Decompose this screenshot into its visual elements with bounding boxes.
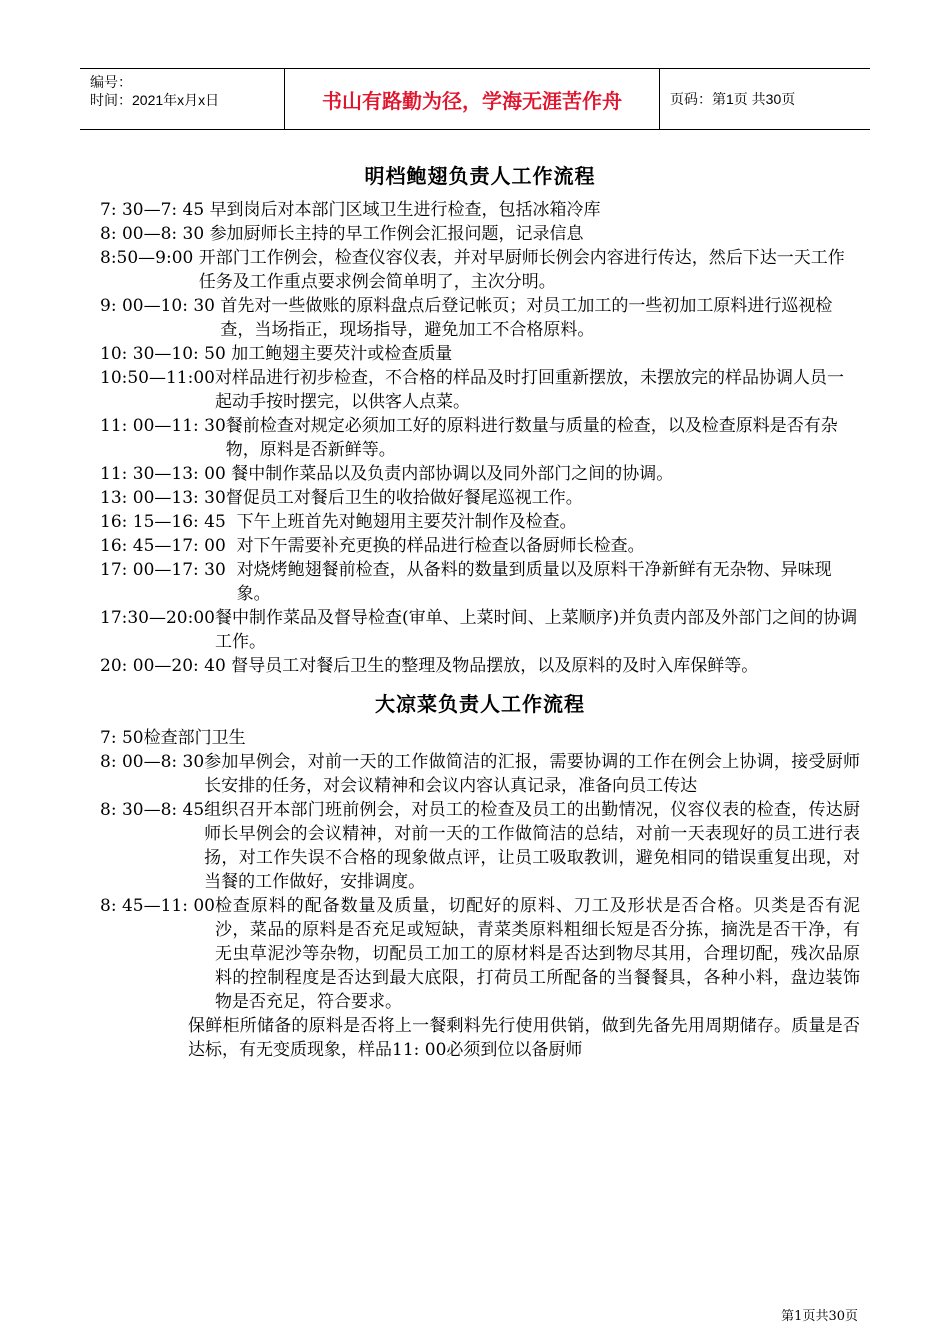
schedule-item — [100, 750, 860, 798]
schedule-text: 对下午需要补充更换的样品进行检查以备厨师长检查。 — [236, 536, 645, 556]
schedule-item — [100, 606, 860, 654]
schedule-item — [100, 726, 860, 750]
schedule-time: 7: 50 — [100, 728, 144, 748]
schedule-time: 16: 15—16: 45 — [100, 512, 237, 532]
schedule-item — [100, 366, 860, 414]
schedule-time: 8: 00—8: 30 — [100, 224, 210, 244]
schedule-item — [100, 894, 860, 1014]
header-page-label: 页码：第1页 共30页 — [670, 91, 796, 107]
schedule-time: 13: 00—13: 30 — [100, 488, 226, 508]
schedule-text: 参加厨师长主持的早工作例会汇报问题，记录信息 — [209, 224, 584, 244]
schedule-text: 参加早例会，对前一天的工作做简洁的汇报，需要协调的工作在例会上协调，接受厨师长安排的任务，对会议精神和会议内容认真记录，准备向员工传达 — [204, 752, 860, 796]
schedule-time: 8:50—9:00 — [100, 248, 199, 268]
schedule-time: 16: 45—17: 00 — [100, 536, 237, 556]
schedule-time: 9: 00—10: 30 — [100, 296, 221, 316]
schedule-item — [100, 462, 860, 486]
schedule-item — [100, 222, 860, 246]
schedule-text: 餐中制作菜品以及负责内部协调以及同外部门之间的协调。 — [231, 464, 674, 484]
continuation-paragraph: 保鲜柜所储备的原料是否将上一餐剩料先行使用供销，做到先备先用周期储存。质量是否达标，有无变质现象，样品11: 00必须到位以备厨师 — [188, 1016, 860, 1060]
document-body — [100, 160, 860, 1062]
schedule-text: 检查部门卫生 — [143, 728, 246, 748]
schedule-item — [100, 246, 860, 294]
header-motto: 书山有路勤为径，学海无涯苦作舟 — [285, 69, 660, 129]
schedule-time: 10:50—11:00 — [100, 368, 215, 388]
page-footer: 第1页共30页 — [781, 1309, 858, 1324]
schedule-time: 10: 30—10: 50 — [100, 344, 232, 364]
schedule-text: 餐中制作菜品及督导检查(审单、上菜时间、上菜顺序)并负责内部及外部门之间的协调工作。 — [214, 608, 858, 652]
time-label: 时间：2021年x月x日 — [90, 92, 220, 108]
schedule-item — [100, 534, 860, 558]
schedule-item — [100, 510, 860, 534]
schedule-time: 20: 00—20: 40 — [100, 656, 232, 676]
number-label: 编号： — [90, 74, 132, 90]
schedule-text: 对烧烤鲍翅餐前检查，从备料的数量到质量以及原料干净新鲜有无杂物、异味现象。 — [236, 560, 832, 604]
schedule-time: 17:30—20:00 — [100, 608, 215, 628]
schedule-time: 8: 00—8: 30 — [100, 752, 205, 772]
schedule-item — [100, 654, 860, 678]
schedule-item — [100, 294, 860, 342]
header-table — [80, 68, 870, 130]
schedule-item — [100, 414, 860, 462]
schedule-text: 首先对一些做账的原料盘点后登记帐页；对员工加工的一些初加工原料进行巡视检查，当场指正，现场指导，避免加工不合格原料。 — [220, 296, 833, 340]
schedule-item — [100, 342, 860, 366]
schedule-time: 8: 45—11: 00 — [100, 896, 215, 916]
schedule-text: 组织召开本部门班前例会，对员工的检查及员工的出勤情况，仪容仪表的检查，传达厨师长早例会的会议精神，对前一天的工作做简洁的总结，对前一天表现好的员工进行表扬，对工作失误不合格的现象做点评，让员工吸取教训，避免相同的错误重复出现，对当餐的工作做好，安排调度。 — [204, 800, 860, 892]
schedule-item — [100, 798, 860, 894]
schedule-item — [100, 486, 860, 510]
schedule-time: 11: 30—13: 00 — [100, 464, 232, 484]
schedule-time: 8: 30—8: 45 — [100, 800, 205, 820]
schedule-item — [100, 198, 860, 222]
schedule-text: 早到岗后对本部门区域卫生进行检查，包括冰箱冷库 — [209, 200, 601, 220]
schedule-text: 检查原料的配备数量及质量，切配好的原料、刀工及形状是否合格。贝类是否有泥沙，菜品的原料是否充足或短缺，青菜类原料粗细长短是否分拣，摘洗是否干净，有无虫草泥沙等杂物，切配员工加工的原材料是否达到物尽其用，合理切配，残次品原料的控制程度是否达到最大底限，打荷员工所配备的当餐餐具，各种小料，盘边装饰物是否充足，符合要求。 — [214, 896, 860, 1012]
schedule-time: 7: 30—7: 45 — [100, 200, 210, 220]
schedule-text: 对样品进行初步检查，不合格的样品及时打回重新摆放，未摆放完的样品协调人员一起动手按时摆完，以供客人点菜。 — [214, 368, 844, 412]
schedule-text: 督促员工对餐后卫生的收拾做好餐尾巡视工作。 — [225, 488, 583, 508]
section1-title: 明档鲍翅负责人工作流程 — [364, 164, 596, 188]
header-meta — [80, 69, 285, 129]
schedule-time: 17: 00—17: 30 — [100, 560, 237, 580]
schedule-text: 督导员工对餐后卫生的整理及物品摆放，以及原料的及时入库保鲜等。 — [231, 656, 759, 676]
schedule-text: 下午上班首先对鲍翅用主要芡汁制作及检查。 — [236, 512, 577, 532]
schedule-text: 餐前检查对规定必须加工好的原料进行数量与质量的检查，以及检查原料是否有杂物，原料是否新鲜等。 — [225, 416, 838, 460]
schedule-text: 加工鲍翅主要芡汁或检查质量 — [231, 344, 453, 364]
schedule-text: 开部门工作例会，检查仪容仪表，并对早厨师长例会内容进行传达，然后下达一天工作任务及工作重点要求例会简单明了，主次分明。 — [198, 248, 845, 292]
section2-title: 大凉菜负责人工作流程 — [375, 692, 585, 716]
schedule-item — [100, 558, 860, 606]
schedule-time: 11: 00—11: 30 — [100, 416, 226, 436]
